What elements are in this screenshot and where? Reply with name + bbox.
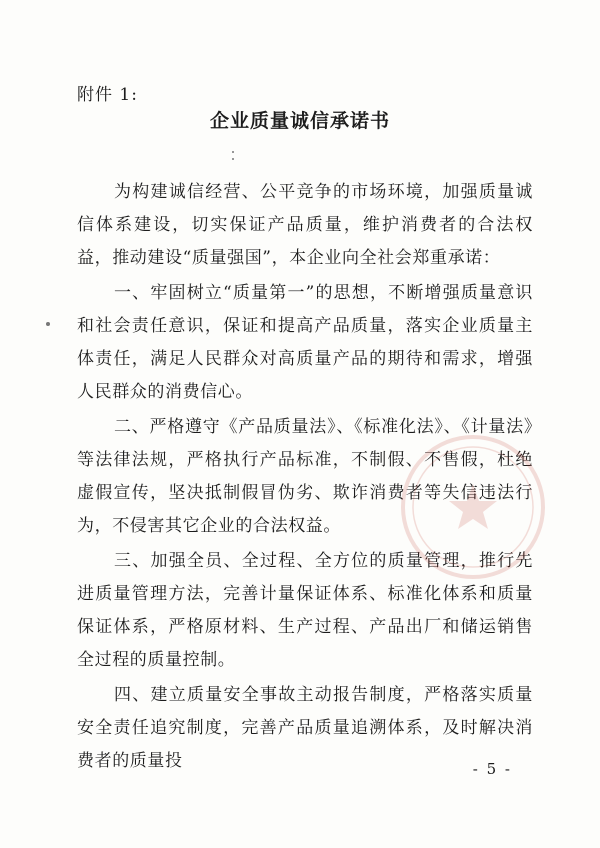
paragraph-one: 一、牢固树立“质量第一”的思想，不断增强质量意识和社会责任意识，保证和提高产品质量，落实企业质量主体责任，满足人民群众对高质量产品的期待和需求，增强人民群众的消费信心。: [77, 283, 533, 402]
paragraph-four: 四、建立质量安全事故主动报告制度，严格落实质量安全责任追究制度，完善产品质量追溯体系，及时解决消费者的质量投: [77, 685, 533, 771]
document-title: 企业质量诚信承诺书: [209, 110, 390, 132]
scan-speck: [232, 158, 234, 160]
faint-seal-stamp-icon: [398, 432, 548, 582]
page-number: - 5 -: [472, 760, 512, 778]
scan-speck: [232, 151, 234, 153]
paragraph-intro: 为构建诚信经营、公平竞争的市场环境，加强质量诚信体系建设，切实保证产品质量，维护消费者的合法权益，推动建设“质量强国”，本企业向全社会郑重承诺：: [77, 182, 533, 268]
attachment-label: 附件 1:: [77, 85, 138, 105]
paragraph-three: 三、加强全员、全过程、全方位的质量管理，推行先进质量管理方法，完善计量保证体系、标准化体系和质量保证体系，严格原材料、生产过程、产品出厂和储运销售全过程的质量控制。: [77, 551, 533, 670]
scan-speck: [46, 322, 50, 326]
paragraph-two: 二、严格遵守《产品质量法》、《标准化法》、《计量法》等法律法规，严格执行产品标准，不制假、不售假，杜绝虚假宣传，坚决抵制假冒伪劣、欺诈消费者等失信违法行为，不侵害其它企业的合法权益。: [77, 417, 533, 536]
